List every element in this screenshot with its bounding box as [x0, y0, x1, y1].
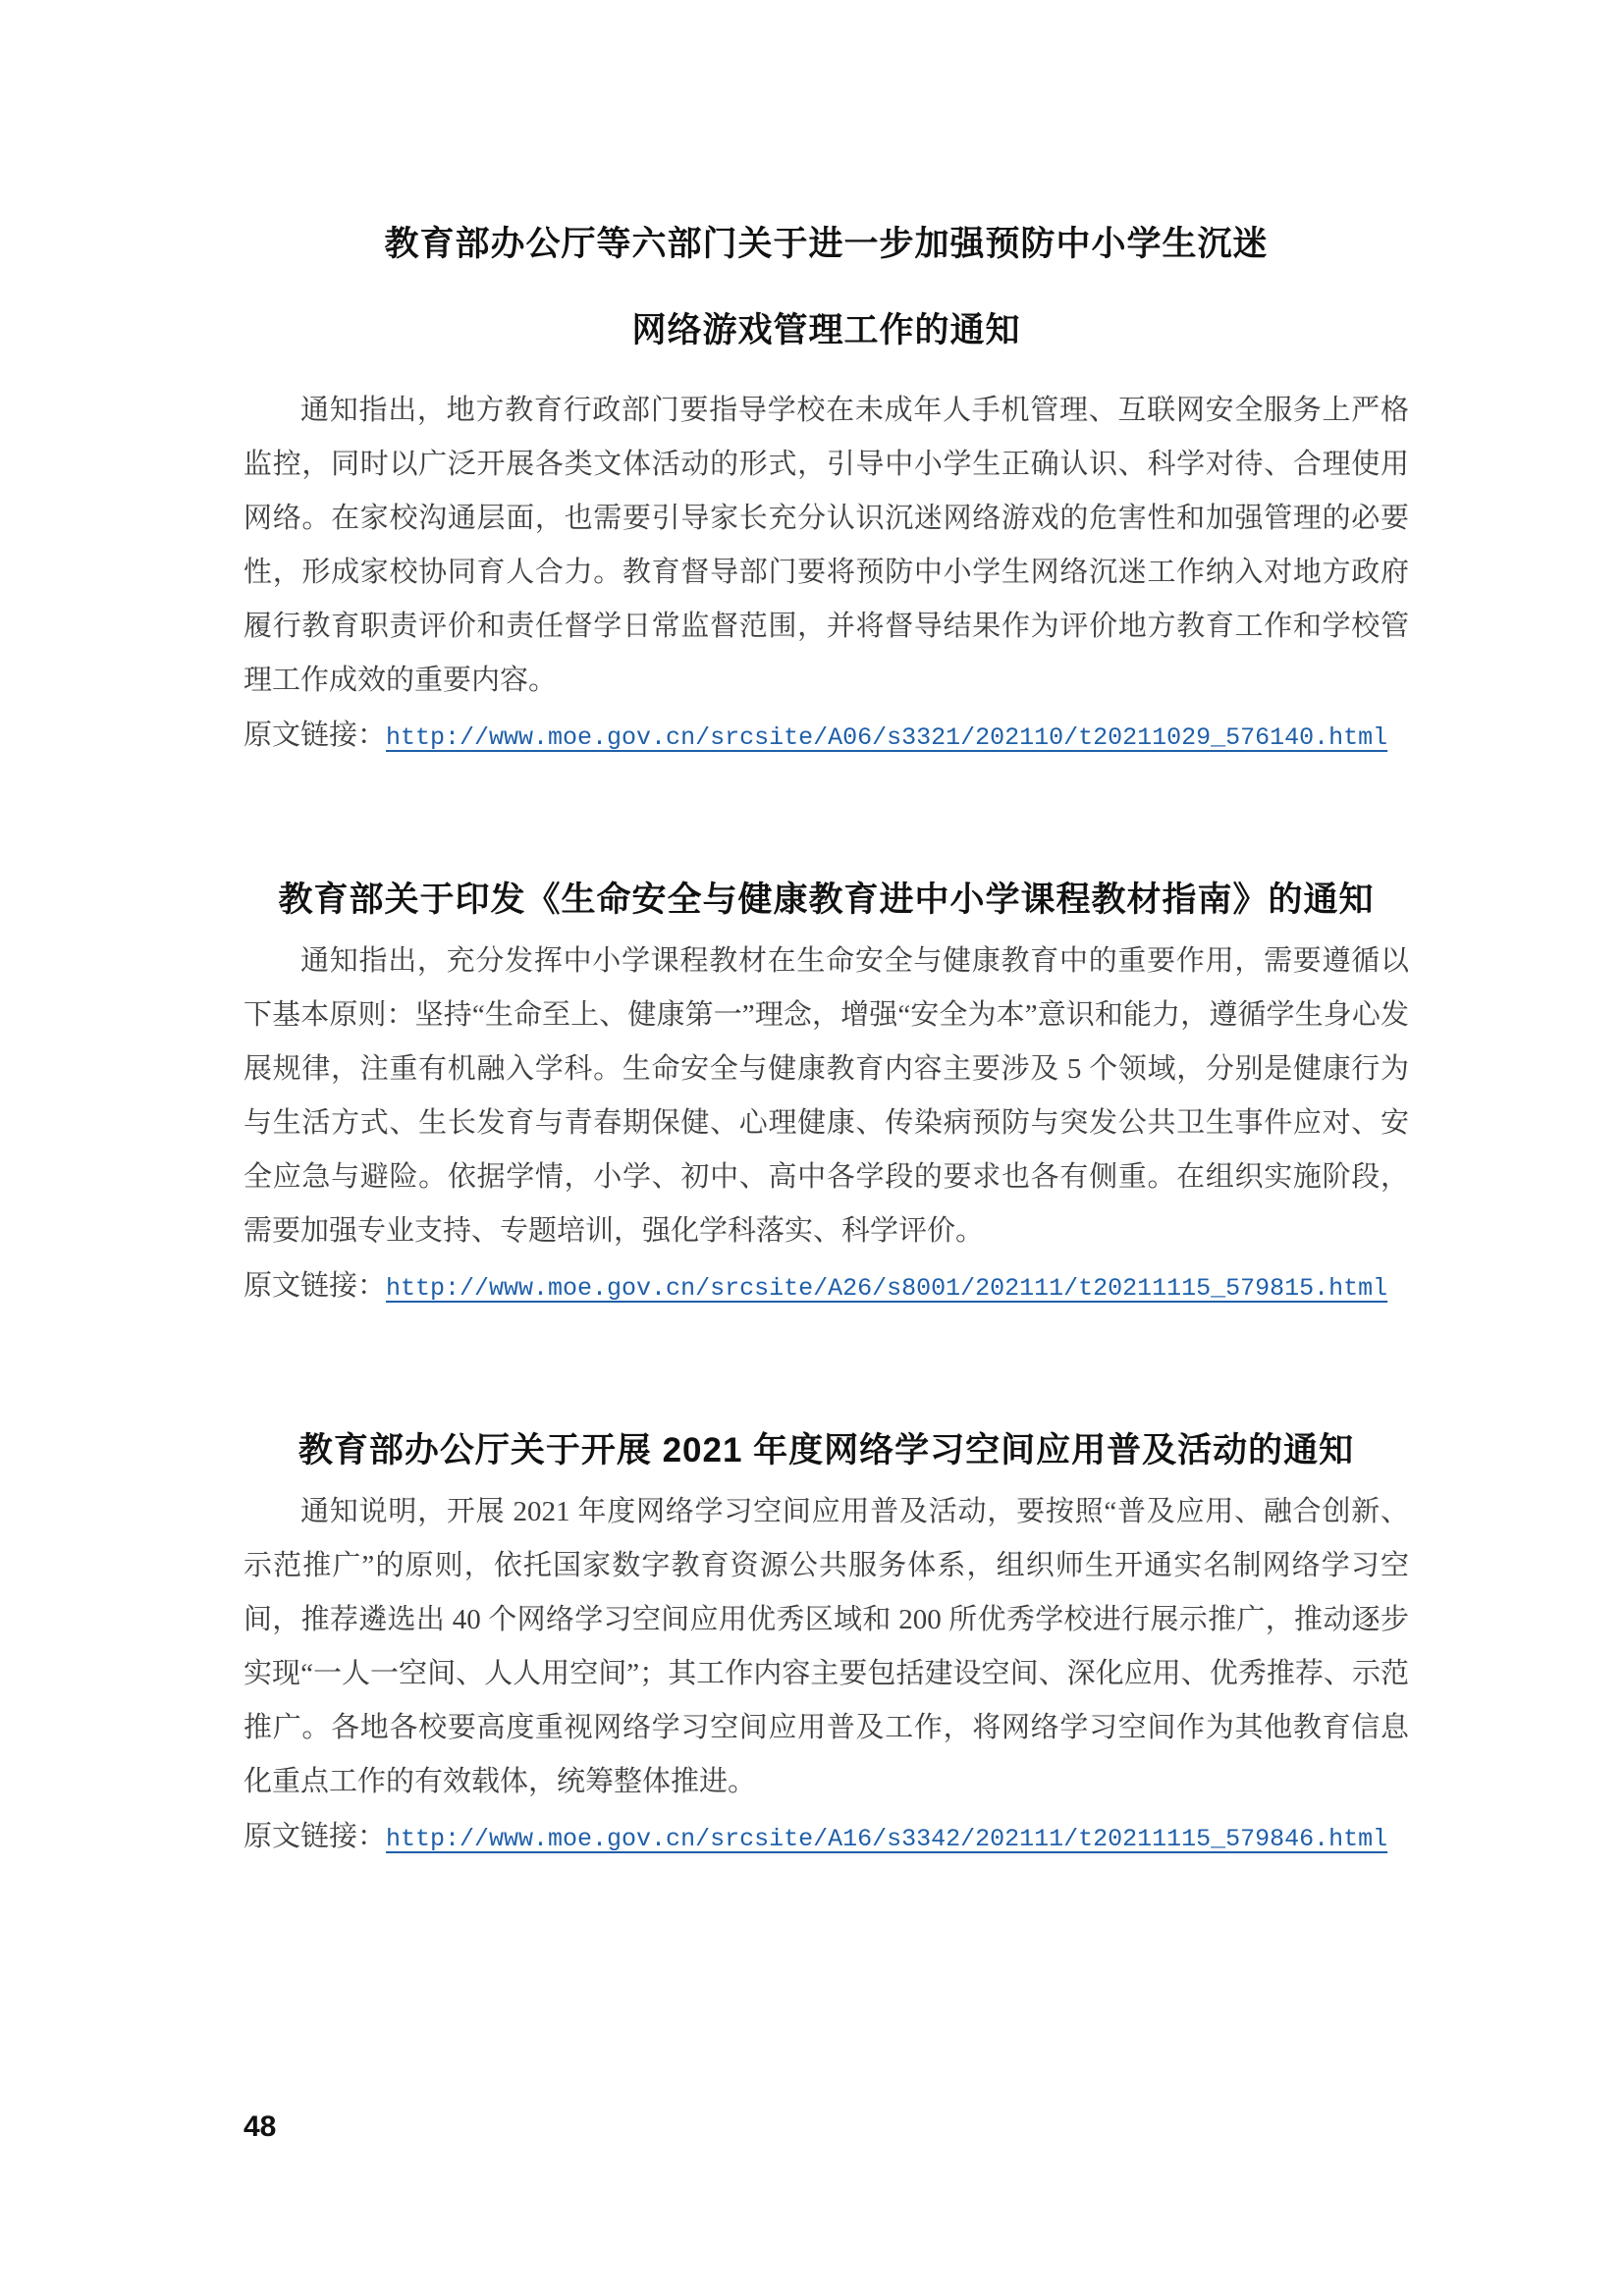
notice-title-line: 教育部办公厅等六部门关于进一步加强预防中小学生沉迷: [384, 225, 1269, 263]
source-link[interactable]: http://www.moe.gov.cn/srcsite/A06/s3321/202110/t20211029_576140.html: [386, 723, 1388, 752]
notice-section-1: [244, 201, 1409, 766]
source-link[interactable]: http://www.moe.gov.cn/srcsite/A26/s8001/202111/t20211115_579815.html: [386, 1274, 1388, 1303]
link-label: 原文链接：: [244, 1821, 387, 1852]
notice-summary: 通知指出，地方教育行政部门要指导学校在未成年人手机管理、互联网安全服务上严格监控，同时以广泛开展各类文体活动的形式，引导中小学生正确认识、科学对待、合理使用网络。在家校沟通层面，也需要引导家长充分认识沉迷网络游戏的危害性和加强管理的必要性，形成家校协同育人合力。教育督导部门要将预防中小学生网络沉迷工作纳入对地方政府履行教育职责评价和责任督学日常监督范围，并将督导结果作为评价地方教育工作和学校管理工作成效的重要内容。: [244, 395, 1409, 696]
link-label: 原文链接：: [244, 1270, 387, 1302]
notice-summary: 通知指出，充分发挥中小学课程教材在生命安全与健康教育中的重要作用，需要遵循以下基本原则：坚持“生命至上、健康第一”理念，增强“安全为本”意识和能力，遵循学生身心发展规律，注重有机融入学科。生命安全与健康教育内容主要涉及 5 个领域，分别是健康行为与生活方式、生长发育与青春期保健、心理健康、传染病预防与突发公共卫生事件应对、安全应急与避险。依据学情，小学、初中、高中各学段的要求也各有侧重。在组织实施阶段，需要加强专业支持、专题培训，强化学科落实、科学评价。: [244, 945, 1409, 1247]
notice-section-2: [244, 876, 1409, 1316]
document-page-content: [244, 0, 1409, 1867]
notice-title-line: 教育部关于印发《生命安全与健康教育进中小学课程教材指南》的通知: [278, 881, 1375, 919]
notice-section-3: [244, 1426, 1409, 1867]
notice-summary: 通知说明，开展 2021 年度网络学习空间应用普及活动，要按照“普及应用、融合创新、示范推广”的原则，依托国家数字教育资源公共服务体系，组织师生开通实名制网络学习空间，推荐遴选出 40 个网络学习空间应用优秀区域和 200 所优秀学校进行展示推广，推动逐步实现“一人一空间、人人用空间”；其工作内容主要包括建设空间、深化应用、优秀推荐、示范推广。各地各校要高度重视网络学习空间应用普及工作，将网络学习空间作为其他教育信息化重点工作的有效载体，统筹整体推进。: [244, 1496, 1409, 1797]
source-link-line: [244, 708, 1409, 766]
notice-title: [244, 201, 1409, 374]
notice-title-line: 教育部办公厅关于开展 2021 年度网络学习空间应用普及活动的通知: [298, 1431, 1355, 1469]
notice-title-line: 网络游戏管理工作的通知: [631, 311, 1021, 349]
link-label: 原文链接：: [244, 720, 387, 751]
source-link-line: [244, 1809, 1409, 1867]
notice-title: [244, 1426, 1409, 1475]
source-link[interactable]: http://www.moe.gov.cn/srcsite/A16/s3342/202111/t20211115_579846.html: [386, 1825, 1388, 1853]
source-link-line: [244, 1258, 1409, 1316]
notice-title: [244, 876, 1409, 925]
page-number: 48: [244, 2110, 277, 2143]
